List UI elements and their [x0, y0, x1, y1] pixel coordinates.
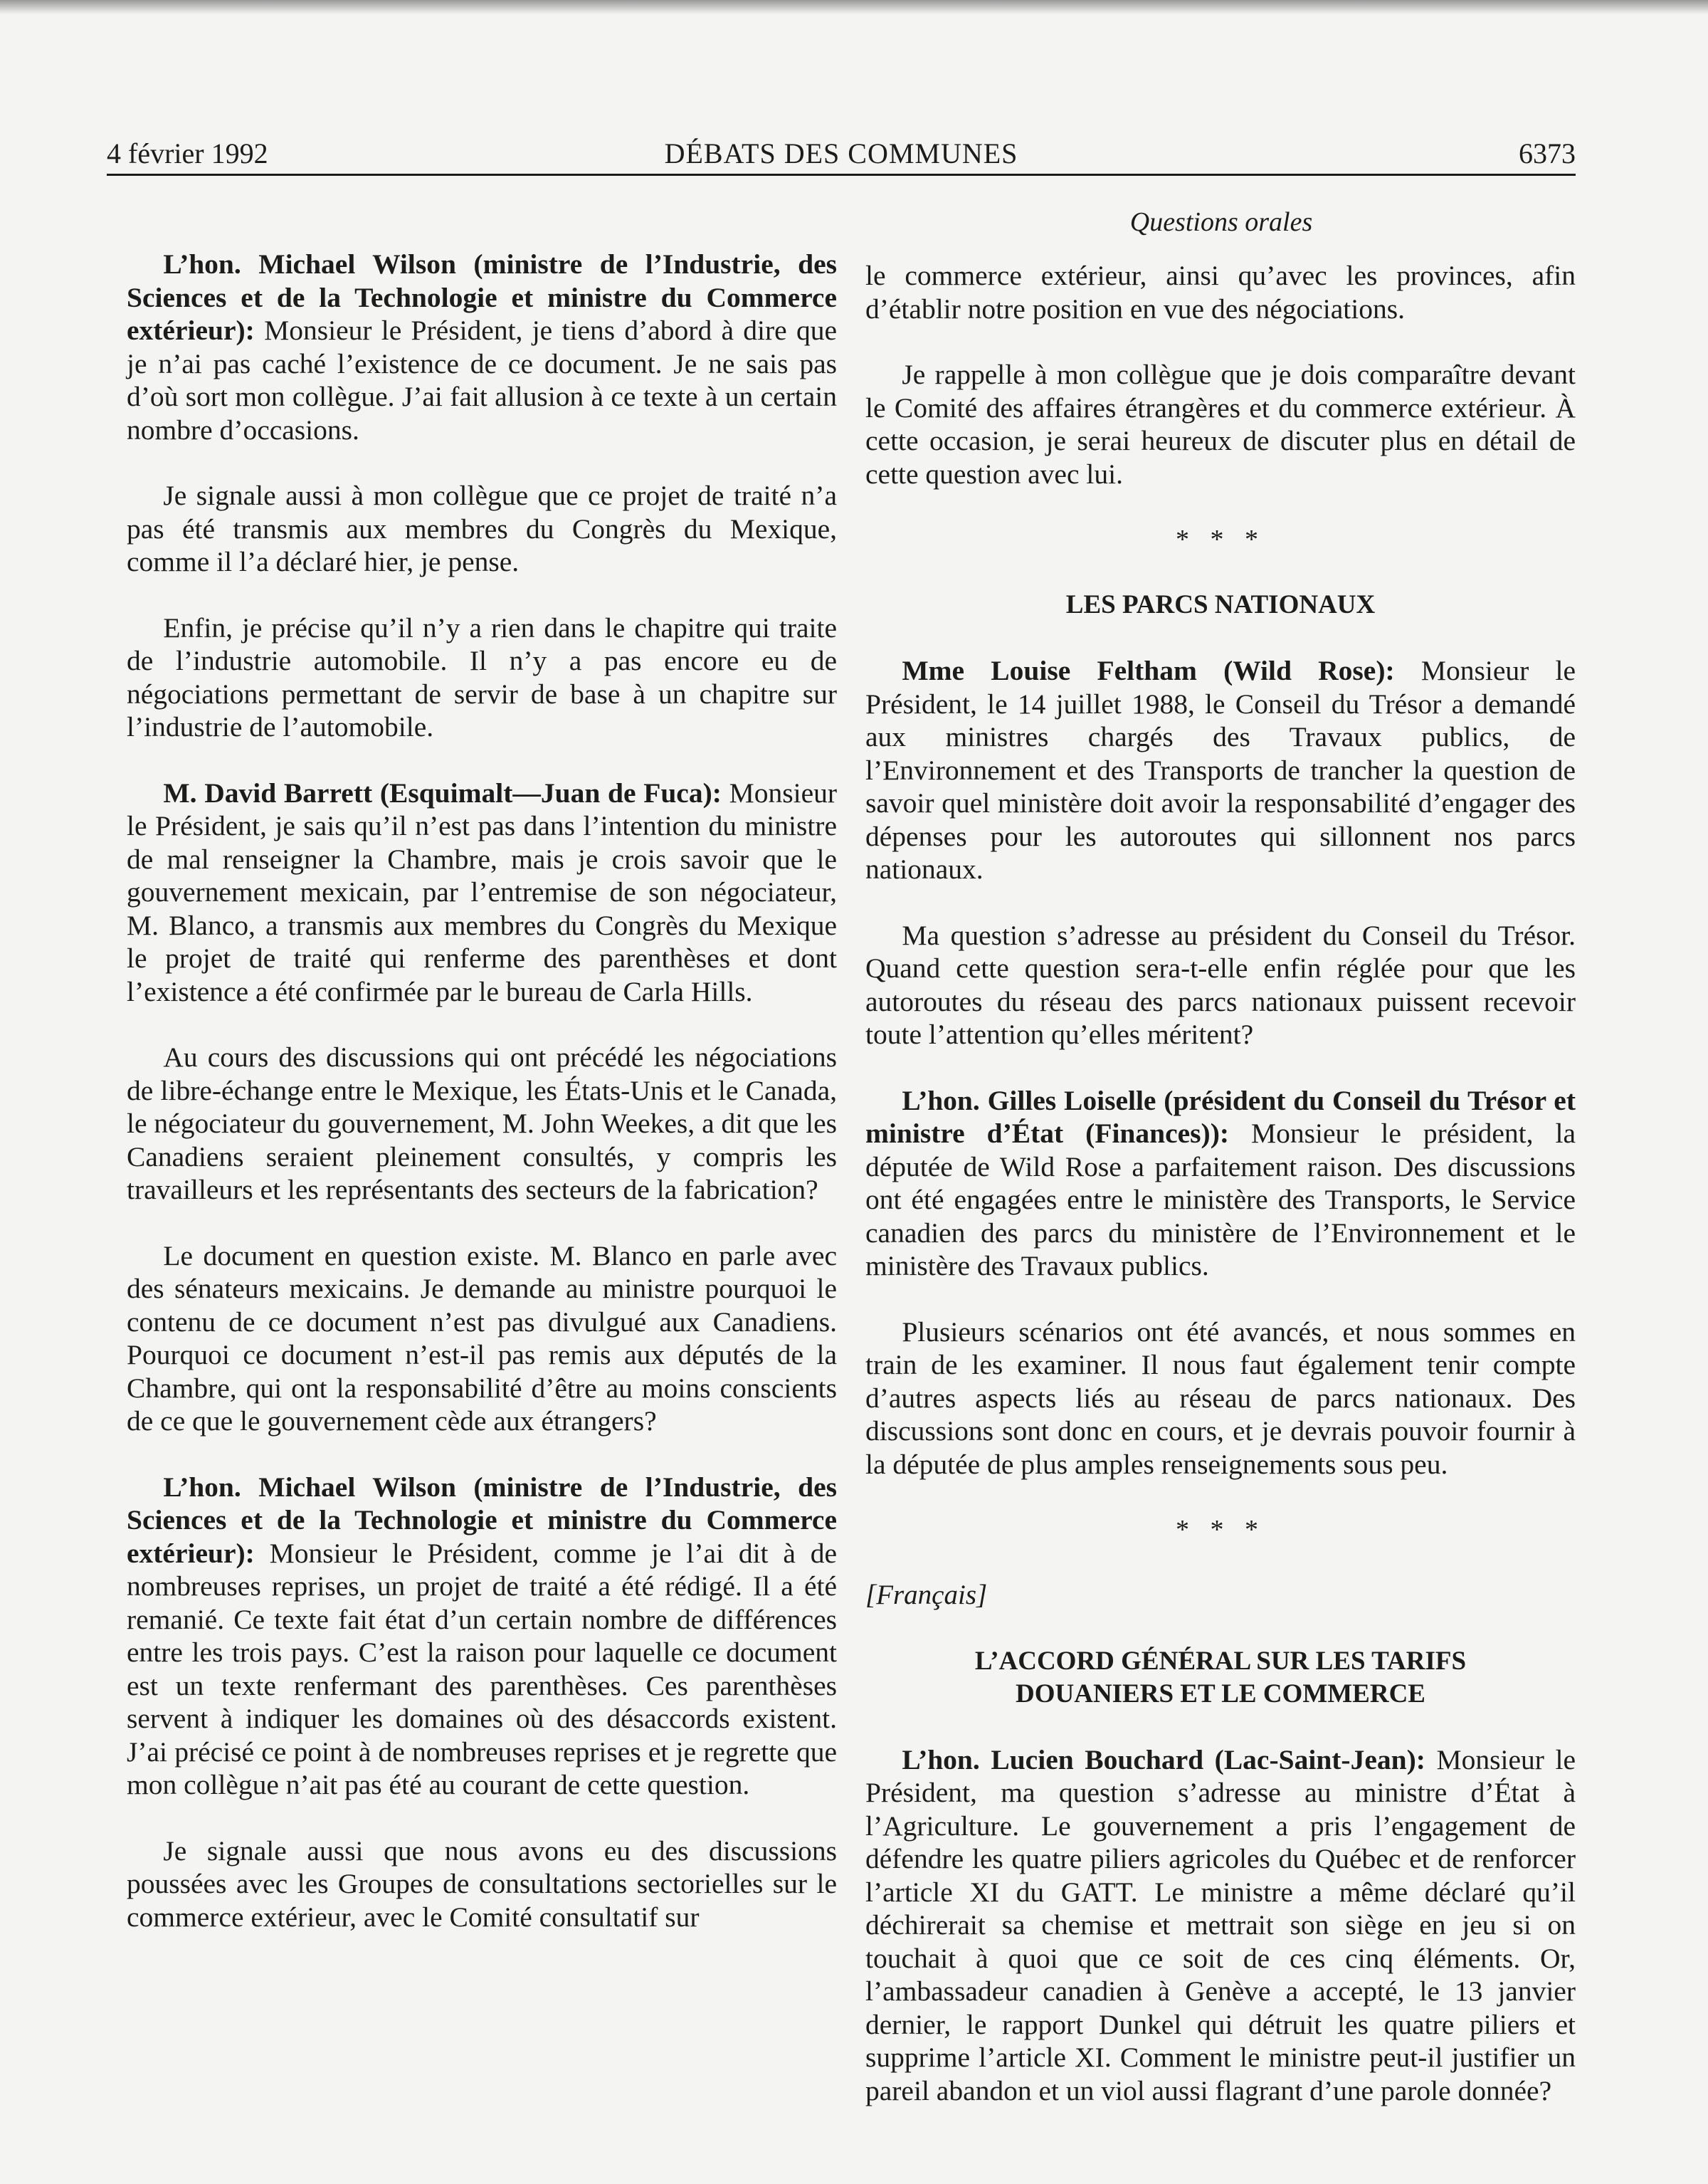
scan-edge — [0, 0, 1708, 14]
section-heading — [865, 1645, 1576, 1711]
paragraph — [127, 611, 837, 744]
paragraph — [127, 479, 837, 579]
section-label: Questions orales — [1129, 207, 1313, 237]
speaker-name: L’hon. Michael Wilson (ministre de l’Industrie, des Sciences et de la Technologie et ministre du Commerce extérieur): — [127, 1471, 837, 1569]
paragraph — [127, 248, 837, 446]
section-heading: LES PARCS NATIONAUX — [1065, 590, 1376, 619]
speaker-name: Mme Louise Feltham (Wild Rose): — [902, 655, 1395, 686]
paragraph-text: Monsieur le Président, je sais qu’il n’est pas dans l’intention du ministre de mal renseigner la Chambre, mais je crois savoir que le gouvernement mexicain, par l’entremise de son négociateur, M. Blanco, a transmis aux membres du Congrès du Mexique le projet de traité qui renferme des parenthèses et dont l’existence a été confirmée par le bureau de Carla Hills. — [127, 777, 838, 1007]
paragraph-text: Au cours des discussions qui ont précédé les négociations de libre-échange entre le Mexique, les États-Unis et le Canada, le négociateur du gouvernement, M. John Weekes, a dit que les Canadiens seraient pleinement consultés, y compris les travailleurs et les représentants des secteurs de la fabrication? — [127, 1041, 837, 1205]
speaker-name: L’hon. Gilles Loiselle (président du Conseil du Trésor et ministre d’État (Finances)): — [865, 1084, 1576, 1149]
section-separator: * * * — [1176, 1515, 1265, 1545]
right-column — [865, 259, 1576, 2140]
paragraph-text: Le document en question existe. M. Blanco en parle avec des sénateurs mexicains. Je demande au ministre pourquoi le contenu de ce document n’est pas divulgué aux Canadiens. Pourquoi ce document n’est-il pas remis aux députés de la Chambre, qui ont la responsabilité d’être au moins conscients de ce que le gouvernement cède aux étrangers? — [127, 1239, 837, 1437]
paragraph-text: Enfin, je précise qu’il n’y a rien dans le chapitre qui traite de l’industrie automobile. Il n’y a pas encore eu de négociations permettant de servir de base à un chapitre sur l’industrie de l’automobile. — [127, 611, 837, 742]
paragraph-text: Monsieur le Président, ma question s’adresse au ministre d’État à l’Agriculture. Le gouvernement a pris l’engagement de défendre les quatre piliers agricoles du Québec et de renforcer l’article XI du GATT. Le ministre a même déclaré qu’il déchirerait sa chemise et mettrait son siège en jeu si on touchait à quoi que ce soit de ces cinq éléments. Or, l’ambassadeur canadien à Genève a accepté, le 13 janvier dernier, le rapport Dunkel qui détruit les quatre piliers et supprime l’article XI. Comment le ministre peut-il justifier un pareil abandon et un viol aussi flagrant d’une parole donnée? — [865, 1743, 1576, 2106]
paragraph — [127, 1471, 837, 1802]
paragraph-text: Monsieur le Président, comme je l’ai dit à de nombreuses reprises, un projet de traité a été rédigé. Il a été remanié. Ce texte fait état d’un certain nombre de différences entre les trois pays. C’est la raison pour laquelle ce document est un texte renfermant des parenthèses. Ces parenthèses servent à indiquer les domaines où des désaccords existent. J’ai précisé ce point à de nombreuses reprises et je regrette que mon collègue n’ait pas été au courant de cette question. — [127, 1537, 837, 1800]
paragraph — [865, 1084, 1576, 1283]
speaker-name: M. David Barrett (Esquimalt—Juan de Fuca): — [163, 777, 722, 809]
left-column — [127, 248, 837, 1966]
paragraph — [127, 777, 837, 1009]
running-head — [107, 134, 1576, 174]
paragraph-text: Je signale aussi que nous avons eu des discussions poussées avec les Groupes de consultations sectorielles sur le commerce extérieur, avec le Comité consultatif sur — [127, 1834, 837, 1933]
heading-line: L’ACCORD GÉNÉRAL SUR LES TARIFS — [974, 1646, 1467, 1676]
paragraph-text: Monsieur le président, la députée de Wild Rose a parfaitement raison. Des discussions ont été engagées entre le ministère des Transports, le Service canadien des parcs du ministère de l’Environnement et le ministère des Travaux publics. — [865, 1118, 1576, 1281]
header-rule — [107, 174, 1576, 176]
paragraph: Plusieurs scénarios ont été avancés, et nous sommes en train de les examiner. Il nous faut également tenir compte d’autres aspects liés au réseau de parcs nationaux. Des discussions sont donc en cours, et je devrais pouvoir fournir à la députée de plus amples renseignements sous peu. — [865, 1316, 1576, 1480]
paragraph: Ma question s’adresse au président du Conseil du Trésor. Quand cette question sera-t-elle enfin réglée pour que les autoroutes du réseau des parcs nationaux puissent recevoir toute l’attention qu’elles méritent? — [865, 919, 1576, 1050]
heading-line: DOUANIERS ET LE COMMERCE — [1016, 1679, 1425, 1708]
paragraph — [865, 654, 1576, 886]
paragraph-text: Je signale aussi à mon collègue que ce projet de traité n’a pas été transmis aux membres du Congrès du Mexique, comme il l’a déclaré hier, je pense. — [127, 480, 837, 577]
paragraph: le commerce extérieur, ainsi qu’avec les provinces, afin d’établir notre position en vue des négociations. — [865, 260, 1576, 325]
paragraph — [865, 1743, 1576, 2108]
speaker-name: L’hon. Michael Wilson (ministre de l’Industrie, des Sciences et de la Technologie et ministre du Commerce extérieur): — [127, 248, 837, 346]
paragraph-text: Monsieur le Président, le 14 juillet 1988, le Conseil du Trésor a demandé aux ministres chargés des Travaux publics, de l’Environnement et des Transports de trancher la question de savoir quel ministère doit avoir la responsabilité d’engager des dépenses pour les autoroutes qui sillonnent nos parcs nationaux. — [865, 655, 1576, 885]
paragraph: Je rappelle à mon collègue que je dois comparaître devant le Comité des affaires étrangères et du commerce extérieur. À cette occasion, je serai heureux de discuter plus en détail de cette question avec lui. — [865, 359, 1576, 490]
speaker-name: L’hon. Lucien Bouchard (Lac-Saint-Jean): — [902, 1743, 1425, 1775]
header-page-number: 6373 — [1519, 137, 1576, 169]
paragraph — [127, 1834, 837, 1934]
section-separator: * * * — [1176, 525, 1265, 555]
paragraph — [127, 1239, 837, 1438]
header-date: 4 février 1992 — [107, 137, 268, 169]
paragraph-text: Monsieur le Président, je tiens d’abord à dire que je n’ai pas caché l’existence de ce document. Je ne sais pas d’où sort mon collègue. J’ai fait allusion à ce texte à un certain nombre d’occasions. — [127, 315, 837, 446]
paragraph — [127, 1041, 837, 1207]
header-journal-title: DÉBATS DES COMMUNES — [664, 137, 1018, 169]
language-marker: [Français] — [865, 1580, 988, 1610]
